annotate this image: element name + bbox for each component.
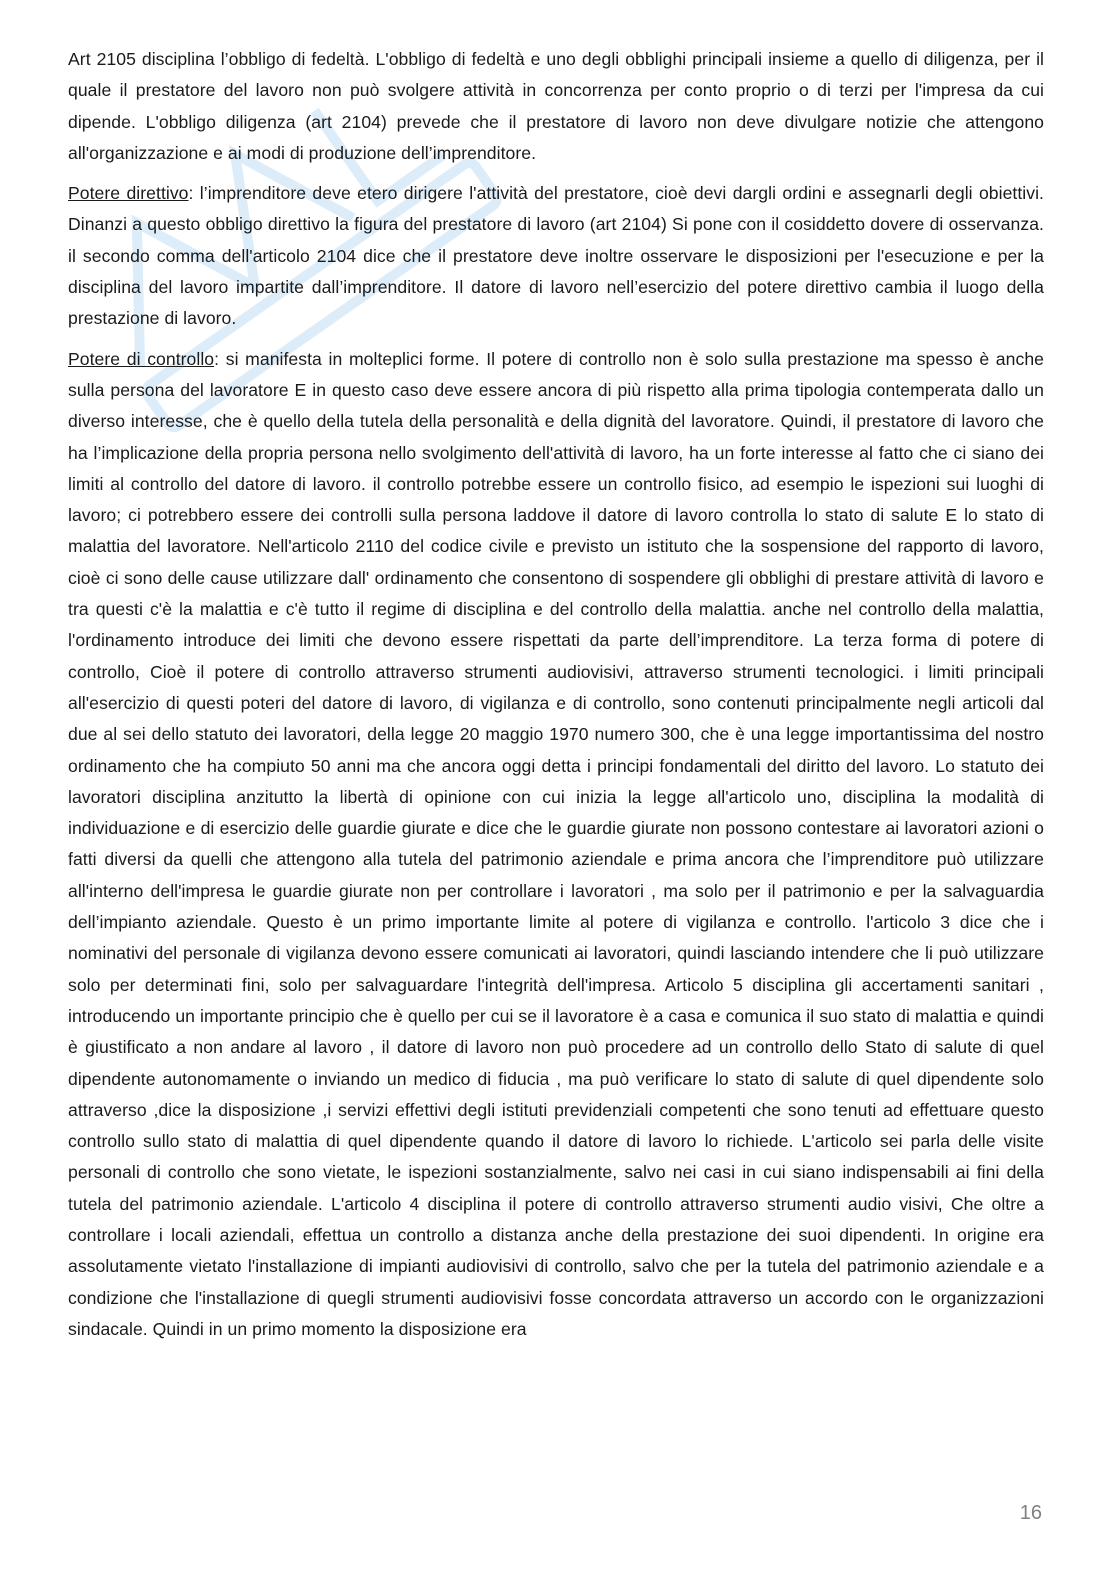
document-page bbox=[68, 44, 1044, 1514]
paragraph-potere-di-controllo-text: : si manifesta in molteplici forme. Il potere di controllo non è solo sulla prestazione ma spesso è anche sulla persona del lavoratore E in questo caso deve essere ancora di più rispetto alla prima tipologia contemperata dallo un diverso interesse, che è quello della tutela della personalità e della dignità del lavoratore. Quindi, il prestatore di lavoro che ha l’implicazione della propria persona nello svolgimento dell'attività di lavoro, ha un forte interesse al fatto che ci siano dei limiti al controllo del datore di lavoro. il controllo potrebbe essere un controllo fisico, ad esempio le ispezioni sui luoghi di lavoro; ci potrebbero essere dei controlli sulla persona laddove il datore di lavoro controlla lo stato di salute E lo stato di malattia del lavoratore. Nell'articolo 2110 del codice civile e previsto un istituto che la sospensione del rapporto di lavoro, cioè ci sono delle cause utilizzare dall' ordinamento che consentono di sospendere gli obblighi di prestare attività di lavoro e tra questi c'è la malattia e c'è tutto il regime di disciplina e del controllo della malattia. anche nel controllo della malattia, l'ordinamento introduce dei limiti che devono essere rispettati da parte dell’imprenditore. La terza forma di potere di controllo, Cioè il potere di controllo attraverso strumenti audiovisivi, attraverso strumenti tecnologici. i limiti principali all'esercizio di questi poteri del datore di lavoro, di vigilanza e di controllo, sono contenuti principalmente negli articoli dal due al sei dello statuto dei lavoratori, della legge 20 maggio 1970 numero 300, che è una legge importantissima del nostro ordinamento che ha compiuto 50 anni ma che ancora oggi detta i principi fondamentali del diritto del lavoro. Lo statuto dei lavoratori disciplina anzitutto la libertà di opinione con cui inizia la legge all'articolo uno, disciplina la modalità di individuazione e di esercizio delle guardie giurate e dice che le guardie giurate non possono contestare ai lavoratori azioni o fatti diversi da quelli che attengono alla tutela del patrimonio aziendale e prima ancora che l’imprenditore può utilizzare all'interno dell'impresa le guardie giurate non per controllare i lavoratori , ma solo per il patrimonio e per la salvaguardia dell’impianto aziendale. Questo è un primo importante limite al potere di vigilanza e controllo. l'articolo 3 dice che i nominativi del personale di vigilanza devono essere comunicati ai lavoratori, quindi lasciando intendere che li può utilizzare solo per determinati fini, solo per salvaguardare l'integrità dell'impresa. Articolo 5 disciplina gli accertamenti sanitari , introducendo un importante principio che è quello per cui se il lavoratore è a casa e comunica il suo stato di malattia e quindi è giustificato a non andare al lavoro , il datore di lavoro non può procedere ad un controllo dello Stato di salute di quel dipendente autonomamente o inviando un medico di fiducia , ma può verificare lo stato di salute di quel dipendente solo attraverso ,dice la disposizione ,i servizi effettivi degli istituti previdenziali competenti che sono tenuti ad effettuare questo controllo sullo stato di malattia di quel dipendente quando il datore di lavoro lo richiede. L'articolo sei parla delle visite personali di controllo che sono vietate, le ispezioni sostanzialmente, salvo nei casi in cui siano indispensabili ai fini della tutela del patrimonio aziendale. L'articolo 4 disciplina il potere di controllo attraverso strumenti audio visivi, Che oltre a controllare i locali aziendali, effettua un controllo a distanza anche della prestazione dei suoi dipendenti. In origine era assolutamente vietato l'installazione di impianti audiovisivi di controllo, salvo che per la tutela del patrimonio aziendale e a condizione che l'installazione di quegli strumenti audiovisivi fosse concordata attraverso un accordo con le organizzazioni sindacale. Quindi in un primo momento la disposizione era bbox=[68, 348, 1044, 1339]
paragraph-potere-direttivo bbox=[68, 178, 1044, 334]
paragraph-fedelta bbox=[68, 44, 1044, 169]
heading-potere-direttivo: Potere direttivo bbox=[68, 183, 189, 204]
paragraph-potere-direttivo-text: : l’imprenditore deve etero dirigere l'attività del prestatore, cioè devi dargli ordini e assegnarli degli obiettivi. Dinanzi a questo obbligo direttivo la figura del prestatore di lavoro (art 2104) Si pone con il cosiddetto dovere di osservanza. il secondo comma dell'articolo 2104 dice che il prestatore deve inoltre osservare le disposizioni per l'esecuzione e per la disciplina del lavoro impartite dall’imprenditore. Il datore di lavoro nell’esercizio del potere direttivo cambia il luogo della prestazione di lavoro. bbox=[68, 183, 1044, 329]
paragraph-fedelta-text: Art 2105 disciplina l’obbligo di fedeltà. L'obbligo di fedeltà e uno degli obblighi principali insieme a quello di diligenza, per il quale il prestatore del lavoro non può svolgere attività in concorrenza per conto proprio o di terzi per l'impresa da cui dipende. L'obbligo diligenza (art 2104) prevede che il prestatore di lavoro non deve divulgare notizie che attengono all'organizzazione e ai modi di produzione dell’imprenditore. bbox=[68, 49, 1044, 163]
heading-potere-di-controllo: Potere di controllo bbox=[68, 348, 215, 369]
paragraph-potere-di-controllo bbox=[68, 344, 1044, 1346]
page-number: 16 bbox=[1019, 1502, 1042, 1524]
